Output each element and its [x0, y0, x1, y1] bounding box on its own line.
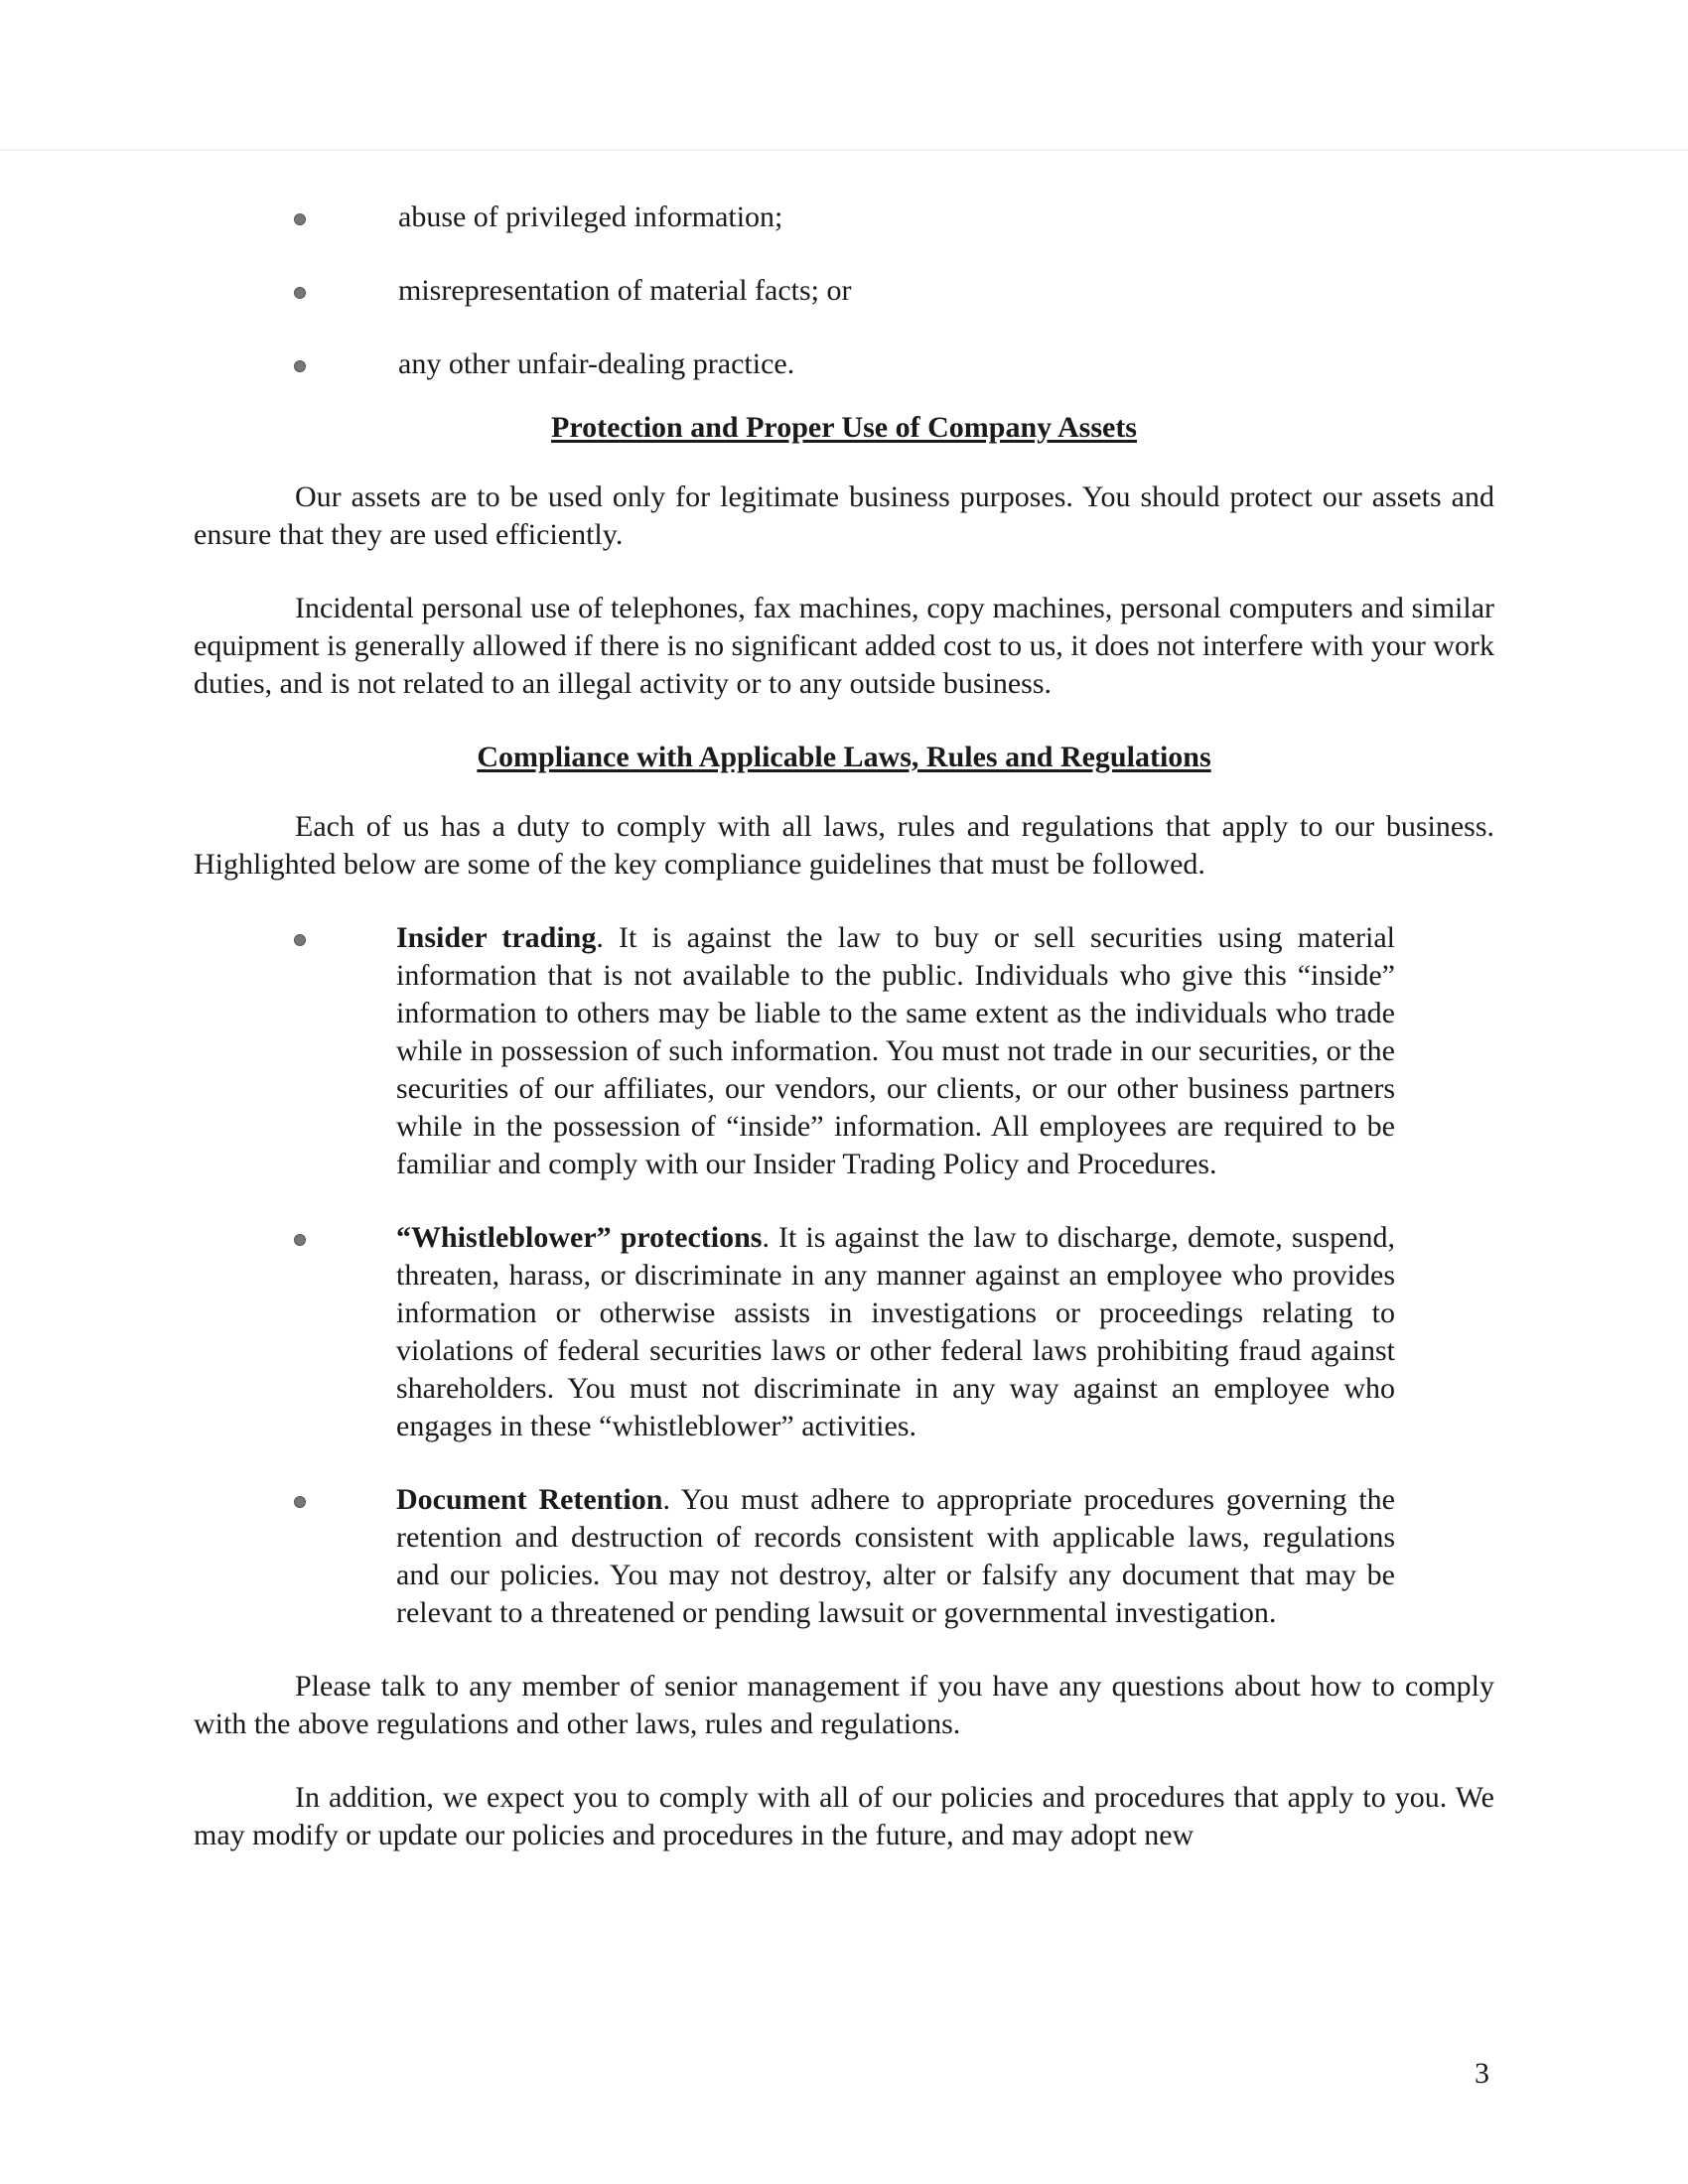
bullet-icon [294, 934, 306, 946]
guideline-term: Insider trading [396, 921, 597, 954]
unfair-dealing-list [194, 199, 1494, 383]
list-item-insider-trading [194, 919, 1395, 1183]
list-item-text: misrepresentation of material facts; or [398, 274, 852, 307]
section-heading-compliance: Compliance with Applicable Laws, Rules and Regulations [477, 741, 1211, 773]
list-item-text: abuse of privileged information; [398, 201, 783, 233]
guideline-text: . You must adhere to appropriate procedures governing the retention and destruction of records consistent with applicable laws, regulations and our policies. You may not destroy, alter or falsify any document that may be relevant to a threatened or pending lawsuit or governmental investigation. [396, 1483, 1395, 1629]
page-content [194, 199, 1494, 1890]
compliance-guidelines-list [194, 919, 1494, 1632]
list-item-document-retention [194, 1481, 1395, 1632]
bullet-icon [294, 287, 306, 299]
guideline-term: “Whistleblower” protections [396, 1221, 763, 1254]
bullet-icon [294, 1496, 306, 1508]
guideline-text: . It is against the law to discharge, demote, suspend, threaten, harass, or discriminate in any manner against an employee who provides information or otherwise assists in investigations or proceedings relating to violations of federal securities laws or other federal laws prohibiting fraud against shareholders. You must not discriminate in any way against an employee who engages in these “whistleblower” activities. [396, 1221, 1396, 1442]
page-number: 3 [1475, 2057, 1489, 2090]
closing-paragraph-2: In addition, we expect you to comply with all of our policies and procedures that apply to you. We may modify or update our policies and procedures in the future, and may adopt new [194, 1781, 1494, 1851]
bullet-icon [294, 360, 306, 372]
bullet-icon [294, 213, 306, 225]
compliance-intro-paragraph: Each of us has a duty to comply with all laws, rules and regulations that apply to our business. Highlighted below are some of the key compliance guidelines that must be followed. [194, 810, 1494, 881]
list-item [194, 345, 1494, 383]
assets-paragraph-2: Incidental personal use of telephones, fax machines, copy machines, personal computers and similar equipment is generally allowed if there is no significant added cost to us, it does not interfere with your work duties, and is not related to an illegal activity or to any outside business. [194, 592, 1494, 700]
bullet-icon [294, 1234, 306, 1246]
closing-paragraph-1: Please talk to any member of senior management if you have any questions about how to comply with the above regulations and other laws, rules and regulations. [194, 1670, 1494, 1740]
guideline-text: . It is against the law to buy or sell securities using material information that is not available to the public. Individuals who give this “inside” information to others may be liable to the same extent as the individuals who trade while in possession of such information. You must not trade in our securities, or the securities of our affiliates, our vendors, our clients, or our other business partners while in the possession of “inside” information. All employees are required to be familiar and comply with our Insider Trading Policy and Procedures. [396, 921, 1396, 1180]
list-item-whistleblower [194, 1219, 1395, 1445]
scan-edge-line [0, 149, 1688, 151]
assets-paragraph-1: Our assets are to be used only for legitimate business purposes. You should protect our assets and ensure that they are used efficiently. [194, 480, 1494, 551]
list-item [194, 272, 1494, 310]
list-item-text: any other unfair-dealing practice. [398, 347, 795, 380]
guideline-term: Document Retention [396, 1483, 663, 1516]
list-item [194, 199, 1494, 236]
section-heading-assets: Protection and Proper Use of Company Assets [551, 411, 1137, 444]
